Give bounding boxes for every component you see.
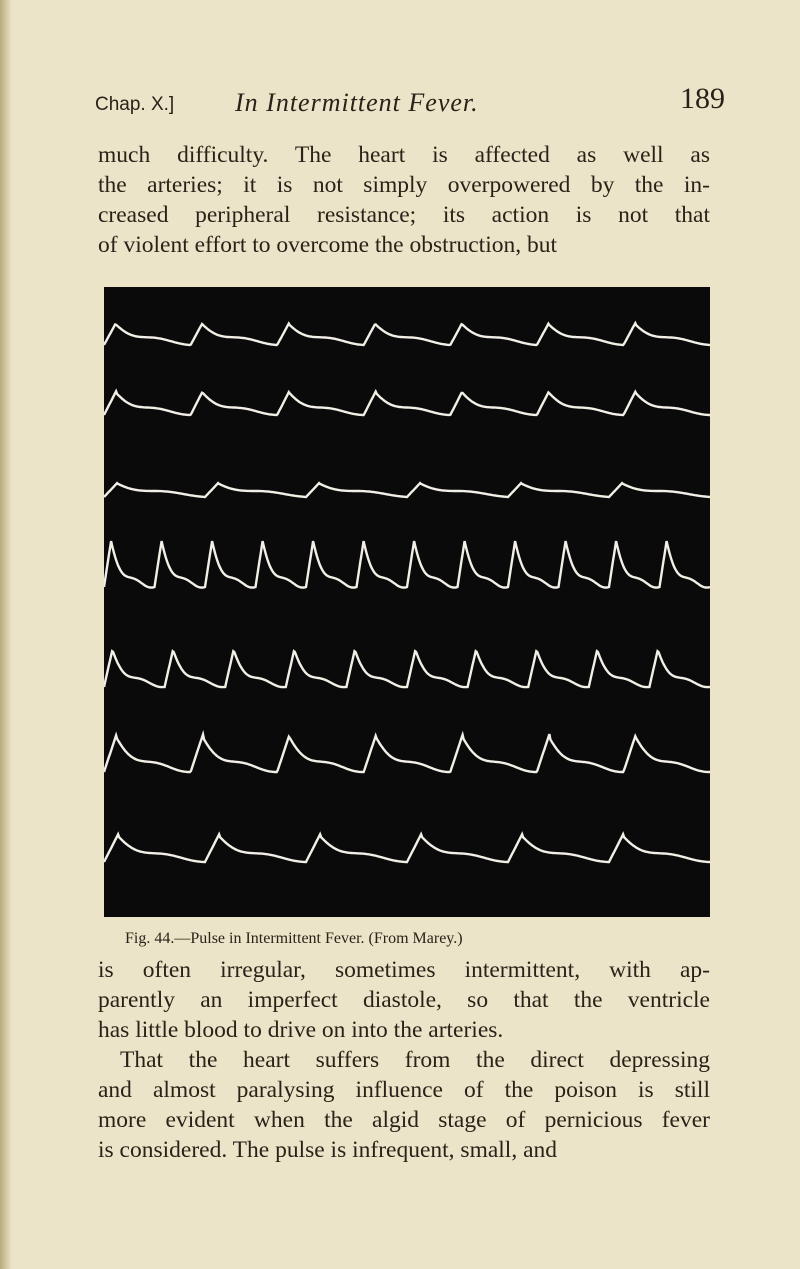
text-line: and almost paralysing influence of the poison is still <box>98 1077 710 1103</box>
running-title: In Intermittent Fever. <box>235 88 479 117</box>
pulse-trace-6 <box>104 734 710 772</box>
text-line: parently an imperfect diastole, so that the ventricle <box>98 987 710 1013</box>
bottom-paragraph-1 <box>98 955 710 1045</box>
page-binding-shadow <box>0 0 12 1269</box>
chapter-label: Chap. X.] <box>95 94 175 115</box>
text-line: That the heart suffers from the direct depressing <box>120 1047 710 1073</box>
pulse-trace-1 <box>104 323 710 345</box>
text-line: is considered. The pulse is infrequent, small, and <box>98 1137 558 1163</box>
page-header <box>95 82 725 122</box>
pulse-tracings <box>104 287 710 917</box>
text-line: has little blood to drive on into the arteries. <box>98 1017 504 1043</box>
text-line: of violent effort to overcome the obstruction, but <box>98 232 558 258</box>
page-number: 189 <box>680 82 725 115</box>
text-line: the arteries; it is not simply overpowered by the in- <box>98 172 710 198</box>
text-line: is often irregular, sometimes intermittent, with ap- <box>98 957 710 983</box>
pulse-trace-7 <box>104 834 710 862</box>
pulse-trace-3 <box>104 483 710 497</box>
figure-caption: Fig. 44.—Pulse in Intermittent Fever. (From Marey.) <box>125 930 463 947</box>
text-line: much difficulty. The heart is affected as well as <box>98 142 710 168</box>
pulse-trace-5 <box>104 651 710 687</box>
pulse-trace-2 <box>104 391 710 415</box>
text-line: creased peripheral resistance; its action is not that <box>98 202 710 228</box>
pulse-trace-4 <box>104 541 710 588</box>
pulse-tracing-figure <box>104 287 710 917</box>
bottom-paragraph-2 <box>98 1045 710 1165</box>
top-paragraph <box>98 140 710 260</box>
text-line: more evident when the algid stage of pernicious fever <box>98 1107 710 1133</box>
